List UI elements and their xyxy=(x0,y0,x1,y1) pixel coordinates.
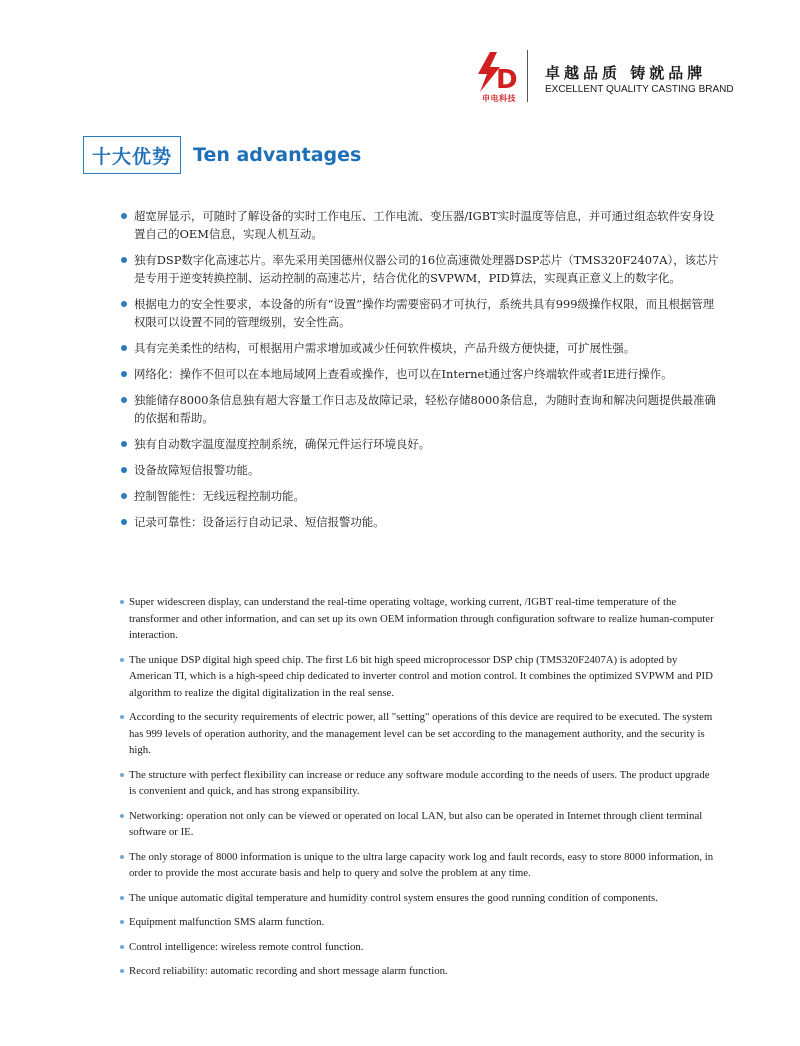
bullet-icon xyxy=(121,345,127,351)
bullet-icon xyxy=(121,397,127,403)
advantages-list-chinese xyxy=(121,207,721,539)
list-item-text: The only storage of 8000 information is unique to the ultra large capacity work log and fault records, easy to store 8000 information, in order to provide the most accurate basis and help to query and solve the problem at any time. xyxy=(129,850,714,879)
bullet-icon xyxy=(120,773,124,777)
bullet-icon xyxy=(121,213,127,219)
bullet-icon xyxy=(121,257,127,263)
list-item xyxy=(121,391,721,427)
list-item xyxy=(121,435,721,453)
list-item-text: 设备故障短信报警功能。 xyxy=(134,463,260,477)
list-item xyxy=(121,461,721,479)
list-item xyxy=(121,513,721,531)
list-item-text: Record reliability: automatic recording and short message alarm function. xyxy=(129,965,448,977)
bullet-icon xyxy=(120,715,124,719)
list-item-text: 独有自动数字温度湿度控制系统，确保元件运行环境良好。 xyxy=(134,437,431,451)
lightning-d-logo-icon xyxy=(470,50,520,94)
bullet-icon xyxy=(120,855,124,859)
bullet-icon xyxy=(121,519,127,525)
list-item-text: According to the security requirements of electric power, all "setting" operations of this device are required to be executed. The system has 999 levels of operation authority, and the management level can be set according to the management authority, and the security is high. xyxy=(129,711,713,756)
list-item-text: 独能储存8000条信息独有超大容量工作日志及故障记录，轻松存储8000条信息，为随时查询和解决问题提供最准确的依据和帮助。 xyxy=(134,393,716,425)
list-item-text: 超宽屏显示，可随时了解设备的实时工作电压、工作电流、变压器/IGBT实时温度等信息，并可通过组态软件安身设置自己的OEM信息，实现人机互动。 xyxy=(134,209,715,241)
list-item xyxy=(120,594,716,644)
list-item-text: Equipment malfunction SMS alarm function. xyxy=(129,916,325,928)
list-item xyxy=(120,963,716,980)
list-item-text: 记录可靠性：设备运行自动记录、短信报警功能。 xyxy=(134,515,385,529)
bullet-icon xyxy=(121,301,127,307)
list-item-text: 独有DSP数字化高速芯片。率先采用美国德州仪器公司的16位高速微处理器DSP芯片（TMS320F2407A），该芯片是专用于逆变转换控制、运动控制的高速芯片，结合优化的SVPWM，PID算法，实现真正意义上的数字化。 xyxy=(134,253,719,285)
bullet-icon xyxy=(120,945,124,949)
list-item xyxy=(121,295,721,331)
list-item xyxy=(120,939,716,956)
list-item-text: 根据电力的安全性要求，本设备的所有“设置”操作均需要密码才可执行，系统共具有999级操作权限，而且根据管理权限可以设置不同的管理级别，安全性高。 xyxy=(134,297,715,329)
list-item-text: The structure with perfect flexibility can increase or reduce any software module according to the needs of users. The product upgrade is convenient and quick, and has strong expansibility. xyxy=(129,768,710,797)
list-item-text: The unique automatic digital temperature and humidity control system ensures the good running condition of components. xyxy=(129,891,658,904)
brand-name: 申电科技 xyxy=(482,94,516,103)
slogan-english: EXCELLENT QUALITY CASTING BRAND xyxy=(545,84,734,95)
list-item xyxy=(120,914,716,931)
bullet-icon xyxy=(121,467,127,473)
list-item-text: 网络化：操作不但可以在本地局域网上查看或操作，也可以在Internet通过客户终端软件或者IE进行操作。 xyxy=(134,367,673,381)
bullet-icon xyxy=(121,441,127,447)
section-title-english: Ten advantages xyxy=(193,144,362,166)
list-item xyxy=(120,849,716,882)
list-item xyxy=(120,709,716,759)
list-item xyxy=(121,251,721,287)
section-title xyxy=(83,136,361,174)
bullet-icon xyxy=(120,896,124,900)
list-item-text: Control intelligence: wireless remote control function. xyxy=(129,940,364,953)
logo-letter: D xyxy=(496,65,518,94)
list-item-text: 具有完美柔性的结构，可根据用户需求增加或减少任何软件模块，产品升级方便快捷，可扩展性强。 xyxy=(134,341,636,355)
list-item-text: The unique DSP digital high speed chip. The first L6 bit high speed microprocessor DSP chip (TMS320F2407A) is adopted by American TI, which is a high-speed chip dedicated to inverter control and motion control. It combines the optimized SVPWM and PID algorithm to realize the digital digitalization in the real sense. xyxy=(129,653,713,699)
bullet-icon xyxy=(120,814,124,818)
bullet-icon xyxy=(121,371,127,377)
list-item xyxy=(120,767,716,800)
bullet-icon xyxy=(120,658,124,662)
header-divider xyxy=(527,50,528,102)
list-item xyxy=(121,365,721,383)
list-item xyxy=(120,652,716,702)
advantages-list-english xyxy=(120,594,716,988)
list-item xyxy=(121,339,721,357)
list-item-text: Super widescreen display, can understand the real-time operating voltage, working current, /IGBT real-time temperature of the transformer and other information, and can set up its own OEM information through configuration software to realize human-computer interaction. xyxy=(129,596,714,641)
bullet-icon xyxy=(121,493,127,499)
list-item xyxy=(120,890,716,907)
list-item xyxy=(121,207,721,243)
list-item xyxy=(120,808,716,841)
slogan-chinese: 卓越品质 铸就品牌 xyxy=(545,64,707,82)
bullet-icon xyxy=(120,600,124,604)
list-item-text: 控制智能性：无线远程控制功能。 xyxy=(134,489,305,503)
bullet-icon xyxy=(120,920,124,924)
list-item-text: Networking: operation not only can be viewed or operated on local LAN, but also can be operated in Internet through client terminal software or IE. xyxy=(129,809,703,838)
bullet-icon xyxy=(120,969,124,973)
list-item xyxy=(121,487,721,505)
section-title-chinese: 十大优势 xyxy=(83,136,181,174)
